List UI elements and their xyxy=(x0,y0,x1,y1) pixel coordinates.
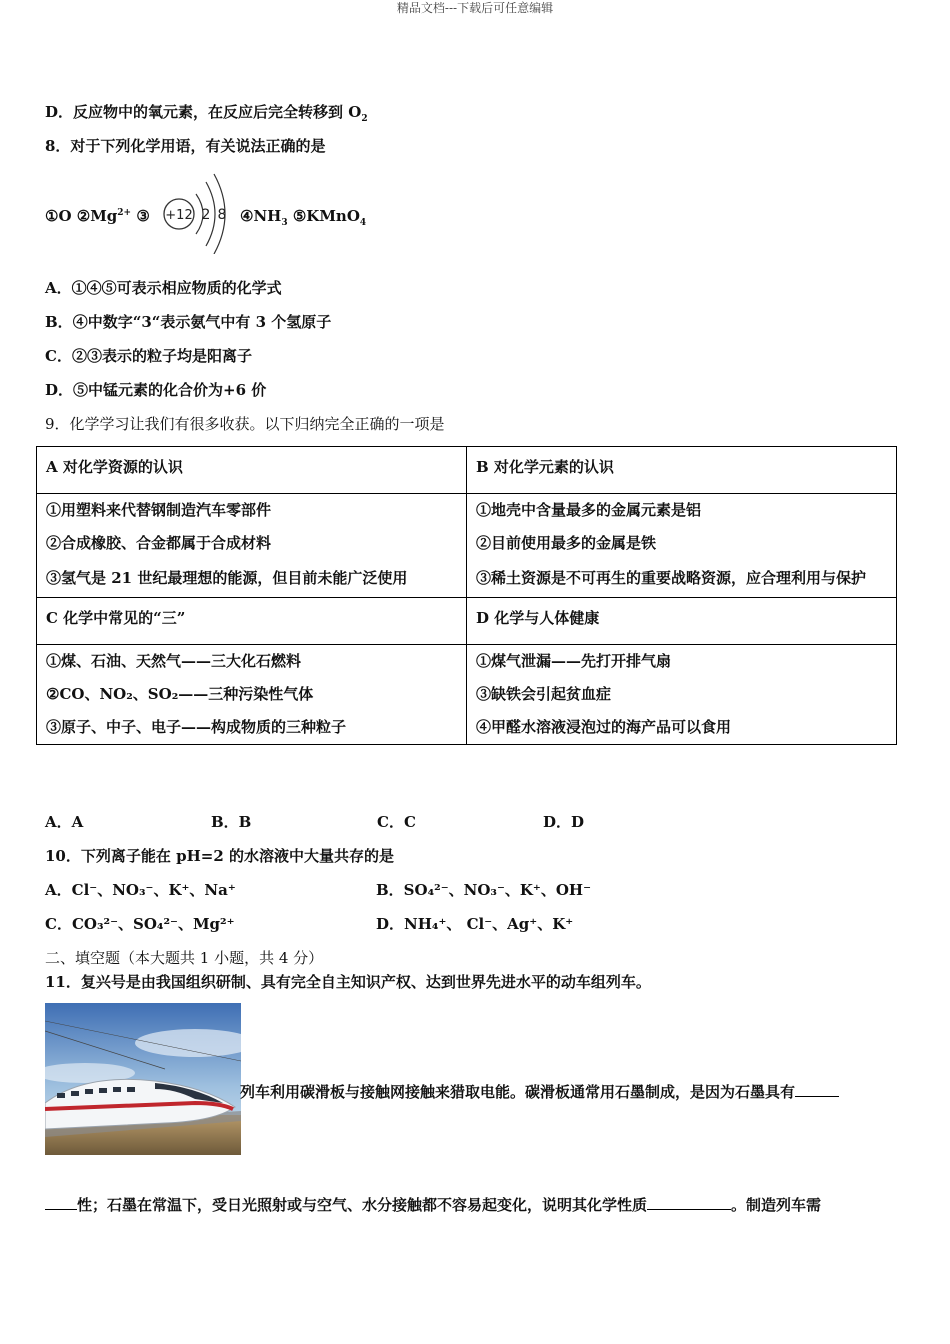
q11-line-1-text: 列车利用碳滑板与接触网接触来猎取电能。碳滑板通常用石墨制成，是因为石墨具有 xyxy=(240,1083,796,1101)
q7-option-d xyxy=(45,102,368,122)
q10-option-a: A．Cl⁻、NO₃⁻、K⁺、Na⁺ xyxy=(45,881,236,899)
q8-option-b-text: ④中数字“3“表示氨气中有 3 个氢原子 xyxy=(72,313,332,331)
q8-symbols-right xyxy=(240,206,366,226)
q8-symbol-2-text: ②Mg xyxy=(76,207,118,225)
q8-option-d-label: D． xyxy=(45,381,74,399)
q10-option-d: D．NH₄⁺、 Cl⁻、Ag⁺、K⁺ xyxy=(376,915,574,933)
cell-d-body xyxy=(467,645,897,745)
q9-options xyxy=(45,812,584,832)
cell-c-body xyxy=(37,645,467,745)
q8-symbol-1: ①O xyxy=(45,207,72,225)
q8-option-a-label: A． xyxy=(45,279,72,297)
cell-b-body xyxy=(467,494,897,598)
shell-2-electrons: 8 xyxy=(217,207,227,223)
q8-symbol-4-text: ④NH xyxy=(240,207,282,225)
table-row xyxy=(37,645,897,745)
table-row xyxy=(37,598,897,645)
answer-blank-1a[interactable] xyxy=(795,1080,839,1097)
table-row xyxy=(37,447,897,494)
nucleus-charge: +12 xyxy=(165,208,193,223)
q9-option-c: C．C xyxy=(377,813,416,831)
q9-option-d: D．D xyxy=(543,813,585,831)
q8-option-c-label: C． xyxy=(45,347,72,365)
q8-symbol-2-sup: 2+ xyxy=(117,208,132,218)
q10-option-c: C．CO₃²⁻、SO₄²⁻、Mg²⁺ xyxy=(45,915,235,933)
section-2-title: 二、填空题（本大题共 1 小题，共 4 分） xyxy=(45,949,324,967)
q7-option-d-sub: 2 xyxy=(361,114,368,124)
q9-option-a: A．A xyxy=(45,813,84,831)
train-photo xyxy=(45,1003,241,1155)
q8-symbols xyxy=(45,206,150,226)
q8-option-c-text: ②③表示的粒子均是阳离子 xyxy=(71,347,252,365)
list-item: ③氢气是 21 世纪最理想的能源，但目前未能广泛使用 xyxy=(46,569,408,587)
q8-symbol-4-sub: 3 xyxy=(281,218,288,228)
list-item: ①地壳中含量最多的金属元素是铝 xyxy=(476,501,702,519)
q9-stem: 9．化学学习让我们有很多收获。以下归纳完全正确的一项是 xyxy=(45,415,445,433)
q10-option-b: B．SO₄²⁻、NO₃⁻、K⁺、OH⁻ xyxy=(376,881,592,899)
q8-option-a xyxy=(45,278,282,298)
list-item: ①用塑料来代替钢制造汽车零部件 xyxy=(46,501,272,519)
list-item: ①煤气泄漏——先打开排气扇 xyxy=(476,652,672,670)
q11-stem: 11．复兴号是由我国组织研制、具有完全自主知识产权、达到世界先进水平的动车组列车。 xyxy=(45,973,651,991)
list-item: ④甲醛水溶液浸泡过的海产品可以食用 xyxy=(476,718,732,736)
q9-table xyxy=(36,446,897,745)
list-item: ②CO、NO₂、SO₂——三种污染性气体 xyxy=(46,685,314,703)
cell-a-head: A 对化学资源的认识 xyxy=(37,447,467,494)
page-header: 精品文档---下载后可任意编辑 xyxy=(396,1,554,15)
q8-option-a-text: ①④⑤可表示相应物质的化学式 xyxy=(71,279,282,297)
list-item: ①煤、石油、天然气——三大化石燃料 xyxy=(46,652,302,670)
q8-symbol-5-text: ⑤KMnO xyxy=(292,207,360,225)
q8-stem: 8．对于下列化学用语，有关说法正确的是 xyxy=(45,137,326,155)
q10-stem: 10．下列离子能在 pH=2 的水溶液中大量共存的是 xyxy=(45,847,394,865)
list-item: ③稀土资源是不可再生的重要战略资源，应合理利用与保护 xyxy=(476,569,867,587)
q11-line-2-text-b: 。制造列车需 xyxy=(731,1196,822,1214)
list-item: ②合成橡胶、合金都属于合成材料 xyxy=(46,534,272,552)
list-item: ②目前使用最多的金属是铁 xyxy=(476,534,657,552)
answer-blank-1b[interactable] xyxy=(45,1193,77,1210)
q9-option-b: B．B xyxy=(211,813,252,831)
q8-symbol-4 xyxy=(240,207,288,228)
cell-a-body xyxy=(37,494,467,598)
list-item: ③原子、中子、电子——构成物质的三种粒子 xyxy=(46,718,347,736)
atom-structure-diagram xyxy=(160,170,232,254)
list-item: ③缺铁会引起贫血症 xyxy=(476,685,612,703)
q8-option-b-label: B． xyxy=(45,313,73,331)
q11-line-2-text-a: 性；石墨在常温下，受日光照射或与空气、水分接触都不容易起变化，说明其化学性质 xyxy=(77,1196,648,1214)
cell-d-head: D 化学与人体健康 xyxy=(467,598,897,645)
q8-option-d-text: ⑤中锰元素的化合价为+6 价 xyxy=(73,381,267,399)
q8-option-c xyxy=(45,346,252,366)
cell-b-head: B 对化学元素的认识 xyxy=(467,447,897,494)
table-row xyxy=(37,494,897,598)
shell-1-electrons: 2 xyxy=(201,207,211,223)
q11-line-2 xyxy=(45,1193,821,1215)
q7-option-d-text: 反应物中的氧元素，在反应后完全转移到 O xyxy=(73,103,362,121)
q8-symbol-5 xyxy=(292,207,367,228)
q11-line-1 xyxy=(240,1080,839,1102)
answer-blank-2[interactable] xyxy=(647,1193,731,1210)
q8-symbol-3: ③ xyxy=(136,207,150,225)
q8-option-b xyxy=(45,312,331,332)
q8-symbol-2 xyxy=(77,207,131,225)
q8-symbol-5-sub: 4 xyxy=(359,218,367,228)
q7-option-d-label: D． xyxy=(45,103,74,121)
q8-option-d xyxy=(45,380,266,400)
cell-c-head: C 化学中常见的“三” xyxy=(37,598,467,645)
